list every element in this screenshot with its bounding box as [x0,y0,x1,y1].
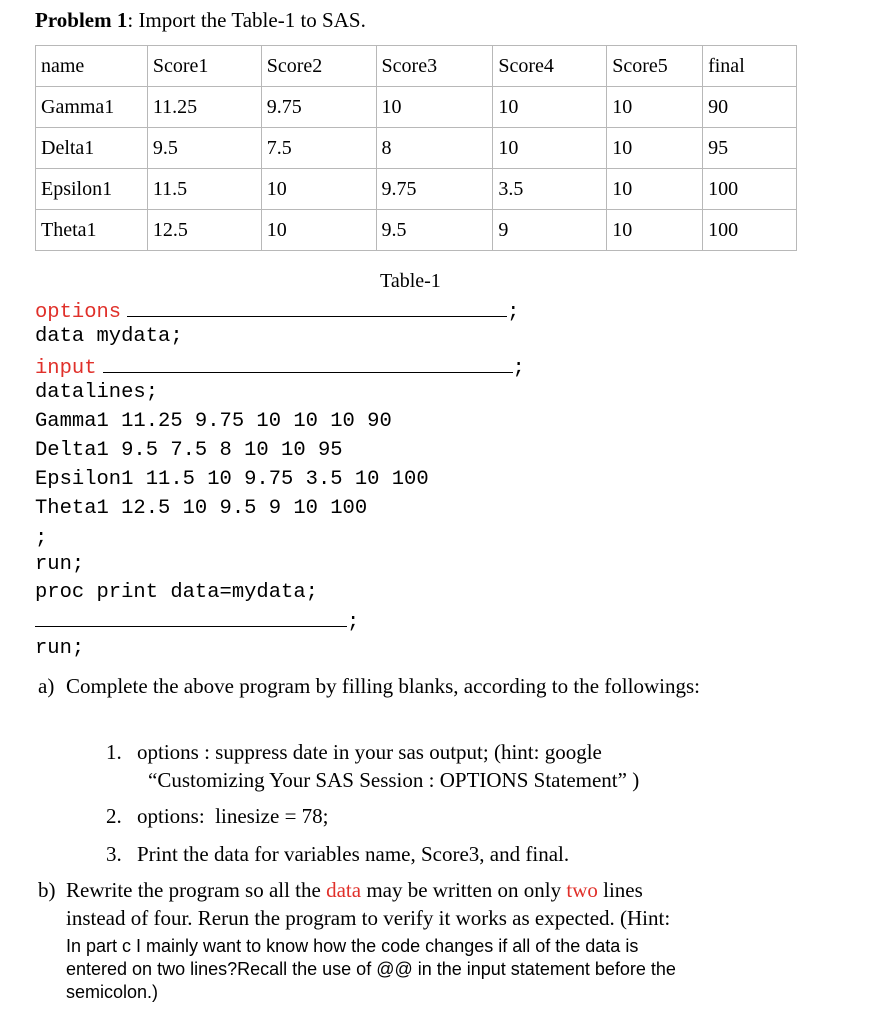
table-header-cell: Score3 [376,46,493,87]
table-header-cell: Score4 [493,46,607,87]
table-cell: Epsilon1 [36,169,148,210]
table-caption: Table-1 [380,270,441,292]
code-data-line: data mydata; [35,325,183,348]
item-text: options : suppress date in your sas output; (hint: google [137,740,602,764]
part-a-text: Complete the above program by filling blanks, according to the followings: [66,674,700,698]
table-cell: 11.25 [147,87,261,128]
item-number: 3. [106,842,122,866]
code-input-line [35,354,525,382]
table-cell: 100 [703,169,797,210]
code-semicolon: ; [35,527,48,550]
part-b-text: lines [597,878,643,902]
semicolon: ; [512,357,525,380]
semicolon: ; [507,301,520,324]
table-cell: 12.5 [147,210,261,251]
table-cell: 9.75 [261,87,376,128]
table-header-cell: Score1 [147,46,261,87]
part-b-text: may be written on only [361,878,567,902]
code-run: run; [35,553,85,576]
table-cell: Delta1 [36,128,148,169]
problem-text: : Import the Table-1 to SAS. [127,8,366,32]
table-header-cell: Score5 [607,46,703,87]
code-proc-print: proc print data=mydata; [35,581,318,604]
input-keyword: input [35,357,97,380]
table-cell: Gamma1 [36,87,148,128]
code-data-row: Epsilon1 11.5 10 9.75 3.5 10 100 [35,468,429,491]
semicolon: ; [347,611,360,634]
table-header-cell: final [703,46,797,87]
part-a-label: a) [38,674,55,698]
table-cell: 10 [261,210,376,251]
code-print-blank-line [35,608,359,636]
table-cell: 10 [607,169,703,210]
item-text: options: linesize = 78; [137,804,329,828]
item-number: 1. [106,740,122,764]
code-data-row: Delta1 9.5 7.5 8 10 10 95 [35,439,343,462]
hint-line: entered on two lines?Recall the use of @@ in the input statement before the [66,959,676,979]
table-header-cell: Score2 [261,46,376,87]
table-cell: 95 [703,128,797,169]
table-cell: 9.5 [376,210,493,251]
problem-title [35,6,366,34]
options-keyword: options [35,301,122,324]
score-table [35,45,797,251]
options-blank[interactable] [127,298,507,317]
part-b-text: Rewrite the program so all the [66,878,327,902]
table-header-row [36,46,797,87]
table-row [36,87,797,128]
table-cell: 8 [376,128,493,169]
highlight-two: two [566,878,598,902]
table-cell: 7.5 [261,128,376,169]
code-options-line [35,298,519,326]
item-number: 2. [106,804,122,828]
table-row [36,210,797,251]
table-cell: 10 [376,87,493,128]
part-b-line1 [66,876,643,904]
table-row [36,169,797,210]
print-blank[interactable] [35,608,347,627]
item-text: Print the data for variables name, Score3, and final. [137,842,570,866]
table-row [36,128,797,169]
table-cell: 11.5 [147,169,261,210]
hint-line: In part c I mainly want to know how the code changes if all of the data is [66,936,639,956]
table-cell: 9.75 [376,169,493,210]
table-cell: 9.5 [147,128,261,169]
table-cell: 10 [261,169,376,210]
code-run: run; [35,637,85,660]
table-cell: 10 [493,128,607,169]
table-cell: 10 [607,128,703,169]
input-blank[interactable] [103,354,513,373]
code-data-row: Gamma1 11.25 9.75 10 10 10 90 [35,410,392,433]
table-cell: 100 [703,210,797,251]
table-cell: 10 [607,210,703,251]
table-header-cell: name [36,46,148,87]
hint-line: semicolon.) [66,982,159,1002]
highlight-data: data [326,878,362,902]
table-cell: 90 [703,87,797,128]
item-text: “Customizing Your SAS Session : OPTIONS Statement” ) [148,768,640,792]
table-cell: Theta1 [36,210,148,251]
table-cell: 10 [607,87,703,128]
table-cell: 3.5 [493,169,607,210]
part-b-label: b) [38,878,56,902]
part-b-line2: instead of four. Rerun the program to verify it works as expected. (Hint: [66,906,671,930]
table-cell: 9 [493,210,607,251]
problem-label: Problem 1 [35,8,128,32]
table-cell: 10 [493,87,607,128]
code-datalines: datalines; [35,381,159,404]
code-data-row: Theta1 12.5 10 9.5 9 10 100 [35,497,368,520]
